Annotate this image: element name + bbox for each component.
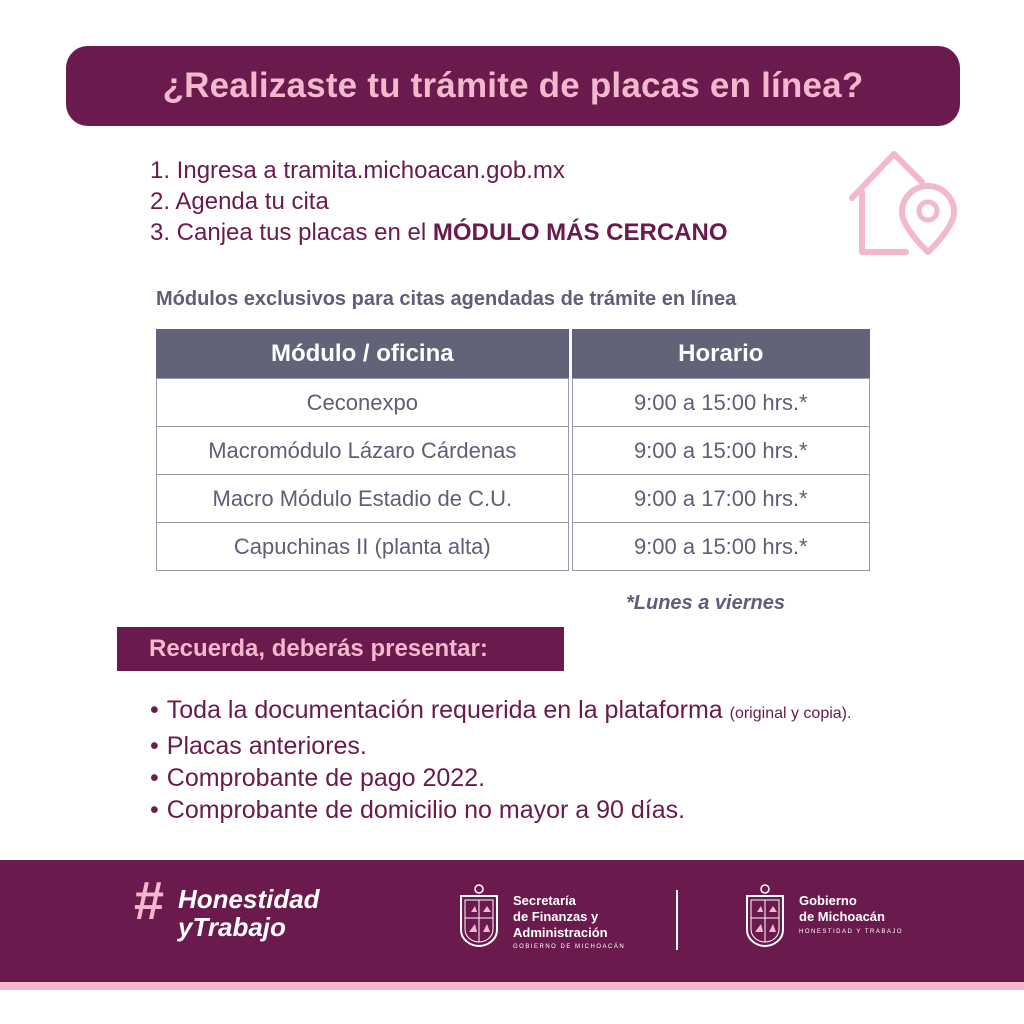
hashtag-line-2: yTrabajo <box>178 912 286 942</box>
step-1: 1. Ingresa a tramita.michoacan.gob.mx <box>150 157 565 184</box>
hashtag-line-1: Honestidad <box>178 884 320 914</box>
footer-divider <box>676 890 678 950</box>
step-3-emphasis: MÓDULO MÁS CERCANO <box>432 219 728 246</box>
page-title: ¿Realizaste tu trámite de placas en línea? <box>162 66 864 105</box>
table-row <box>156 475 870 523</box>
header-module: Módulo / oficina <box>156 329 569 378</box>
hash-symbol: # <box>134 871 165 931</box>
header-schedule: Horario <box>572 329 870 378</box>
coat-of-arms-icon <box>457 882 501 948</box>
step-2: 2. Agenda tu cita <box>150 188 329 215</box>
coat-of-arms-icon <box>743 882 787 948</box>
table-header-row <box>156 329 870 378</box>
schedule-cell: 9:00 a 15:00 hrs.* <box>572 427 870 475</box>
requirement-item: • Comprobante de pago 2022. <box>150 762 851 794</box>
module-cell: Macromódulo Lázaro Cárdenas <box>156 427 569 475</box>
schedule-cell: 9:00 a 15:00 hrs.* <box>572 523 870 571</box>
schedule-note: *Lunes a viernes <box>626 592 785 614</box>
table-row <box>156 378 870 427</box>
modules-table <box>153 329 873 571</box>
remember-heading: Recuerda, deberás presentar: <box>149 635 488 662</box>
org-gobierno-sub: HONESTIDAD Y TRABAJO <box>799 929 904 935</box>
requirement-item: • Comprobante de domicilio no mayor a 90 días. <box>150 794 851 826</box>
schedule-cell: 9:00 a 15:00 hrs.* <box>572 378 870 427</box>
requirement-item: • Toda la documentación requerida en la plataforma (original y copia). <box>150 694 851 730</box>
remember-banner <box>117 627 564 671</box>
org-gobierno-name: Gobierno de Michoacán <box>799 893 885 924</box>
title-banner <box>66 46 960 126</box>
steps-list <box>150 155 728 248</box>
table-row <box>156 523 870 571</box>
table-row <box>156 427 870 475</box>
module-cell: Ceconexpo <box>156 378 569 427</box>
footer-stripe <box>0 982 1024 990</box>
table-title: Módulos exclusivos para citas agendadas de trámite en línea <box>156 288 737 310</box>
schedule-cell: 9:00 a 17:00 hrs.* <box>572 475 870 523</box>
org-secretaria-sub: GOBIERNO DE MICHOACÁN <box>513 944 626 950</box>
module-cell: Capuchinas II (planta alta) <box>156 523 569 571</box>
org-secretaria-name: Secretaría de Finanzas y Administración <box>513 893 608 940</box>
requirement-item: • Placas anteriores. <box>150 730 851 762</box>
requirements-list <box>150 694 851 826</box>
step-3: 3. Canjea tus placas en el MÓDULO MÁS CERCANO <box>150 219 728 246</box>
module-cell: Macro Módulo Estadio de C.U. <box>156 475 569 523</box>
house-location-icon <box>846 148 958 258</box>
